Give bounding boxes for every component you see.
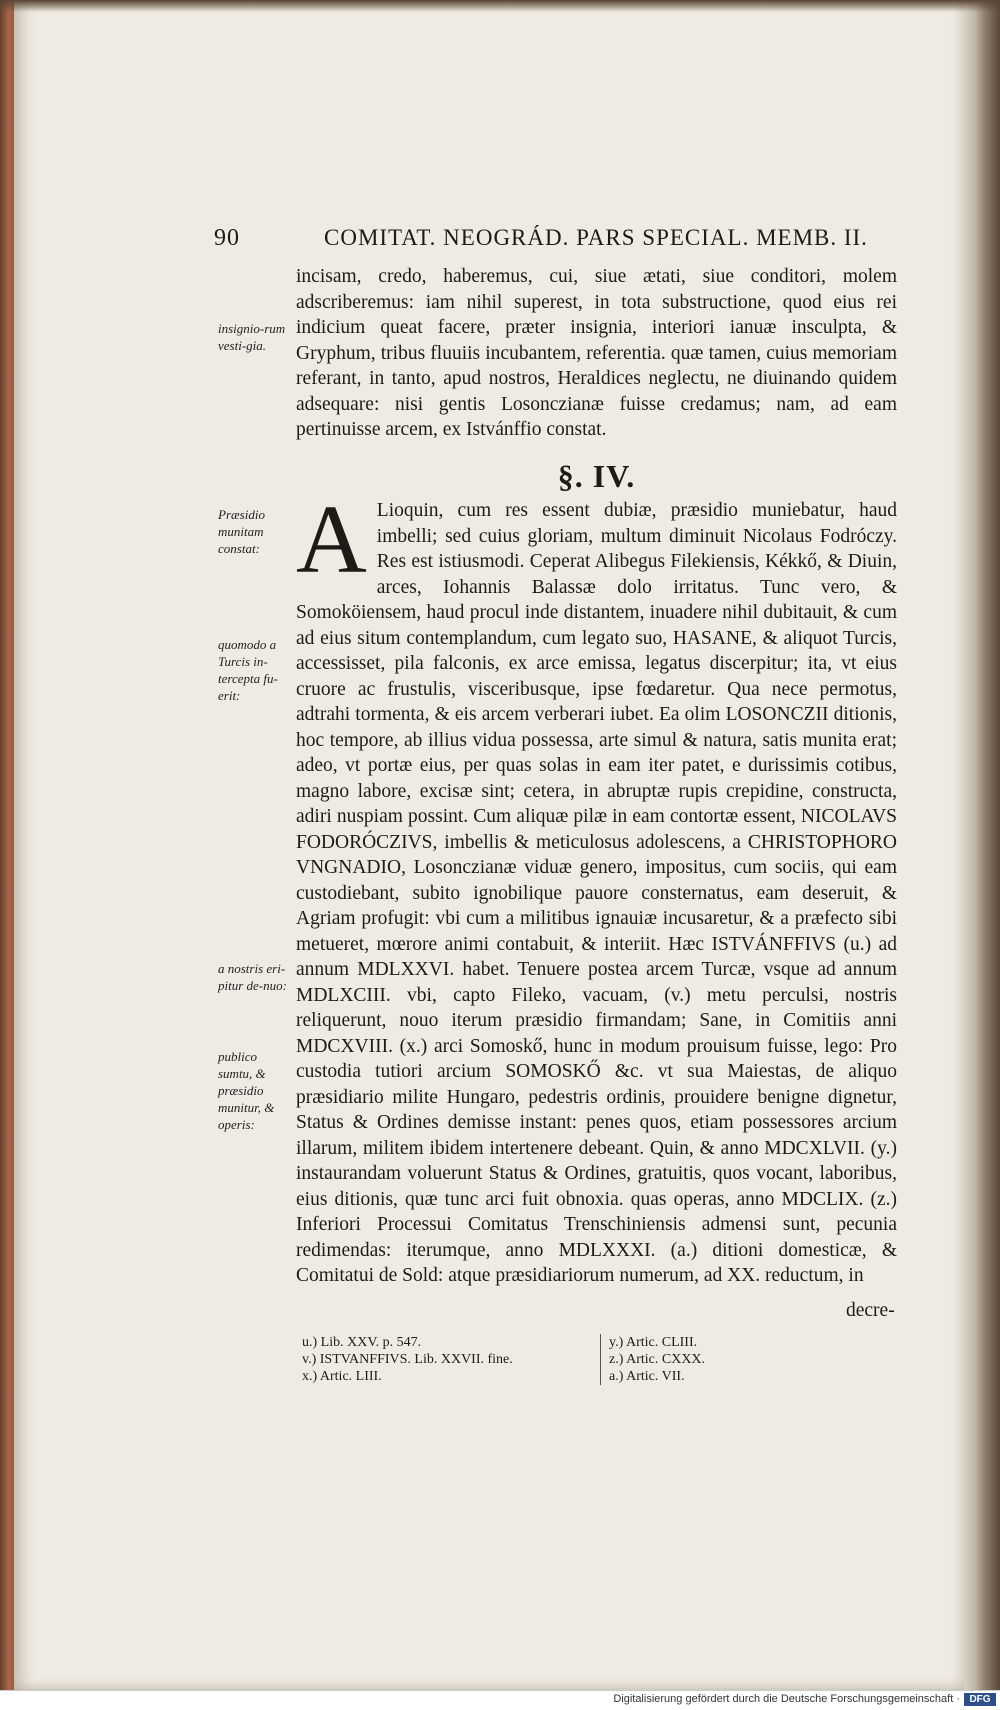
- footnote-a: a.) Artic. VII.: [609, 1369, 685, 1384]
- marginal-note-5: publico sumtu, & præsidio munitur, & operis:: [218, 1049, 275, 1132]
- drop-cap: A: [296, 486, 367, 594]
- page-number: 90: [214, 225, 240, 251]
- page-stack-edge: [964, 0, 1000, 1690]
- footnote-x: x.) Artic. LIII.: [302, 1369, 382, 1384]
- footnote-y: y.) Artic. CLIII.: [609, 1335, 698, 1350]
- marginal-note-4: a nostris eri-pitur de-nuo:: [218, 961, 287, 993]
- footnotes-left: [302, 1334, 582, 1385]
- footnote-v: v.) ISTVANFFIVS. Lib. XXVII. fine.: [302, 1352, 513, 1367]
- paragraph-top-text: incisam, credo, haberemus, cui, siue ætati, siue conditori, molem adscriberemus: iam nihil superest, in tota substructione, quod eius rei indicium queat facere, præter insignia, interiori ianuæ insculpta, & Gryphum, tribus fluuiis incubantem, referentia. quæ tamen, cuius memoriam referant, in tanto, apud nostros, Heraldices neglectu, ne diuinando quidem adsequare: nisi gentis Losonczianæ fuisse credamus; nam, ad eam pertinuisse arcem, ex Istvánffio constat.: [296, 266, 897, 440]
- top-shadow: [0, 0, 1000, 12]
- catchword: decre-: [846, 1300, 895, 1321]
- footnotes-right: [600, 1334, 829, 1385]
- section-title: §. IV.: [557, 458, 636, 494]
- paragraph-top: [296, 264, 897, 443]
- footnote-u: u.) Lib. XXV. p. 547.: [302, 1335, 422, 1350]
- marginal-note-1: insignio-rum vesti-gia.: [218, 321, 286, 353]
- paragraph-main: [296, 486, 897, 1289]
- marginal-note-3: quomodo a Turcis in-tercepta fu-erit:: [218, 637, 278, 703]
- running-head: COMITAT. NEOGRÁD. PARS SPECIAL. MEMB. II.: [324, 225, 868, 250]
- dfg-logo-icon: DFG: [964, 1693, 996, 1706]
- footnote-z: z.) Artic. CXXX.: [609, 1352, 706, 1367]
- footer-credit: Digitalisierung gefördert durch die Deutsche Forschungsgemeinschaft ·: [613, 1693, 960, 1705]
- marginal-note-2: Præsidio munitam constat:: [218, 507, 265, 556]
- paragraph-main-text: Lioquin, cum res essent dubiæ, præsidio muniebatur, haud imbelli; sed cuius gloriam, multum diminuit Nicolaus Fodróczy. Res est istiusmodi. Ceperat Alibegus Filekiensis, Kékkő, & Diuin, arces, Iohannis Balassæ dolo irritatus. Tunc vero, & Somoköiensem, haud procul inde distantem, inuadere nihil dubitauit, & cum ad eius situm contemplandum, cum legato suo, HASANE, & aliquot Turcis, accessisset, pila falconis, ex arce emissa, legatus discerpitur; ita, vt eius cruore ac frustulis, visceribusque, ipse fœdaretur. Qua nece permotus, adtrahi tormenta, & eis arcem verberari iubet. Ea olim LOSONCZII ditionis, hoc tempore, ab illius vidua possessa, arte simul & natura, satis munita erat; adeo, vt portæ eius, per quas solas in eam iter patet, e durissimis cotibus, magno labore, excisæ sint; cetera, in abruptæ rupis crepidine, constructa, adiri nuspiam possint. Cum aliquæ pilæ in eam contortæ essent, NICOLAVS FODORÓCZIVS, imbellis & meticulosus adolescens, a CHRISTOPHORO VNGNADIO, Losonczianæ viduæ genero, impositus, cum sociis, qui eam custodiebant, subito ignobilique pauore consternatus, eam deseruit, & Agriam profugit: vbi cum a militibus ignauiæ incusaretur, & a præfecto sibi metueret, mœrore animi contabuit, & interiit. Hæc ISTVÁNFFIVS (u.) ad annum MDLXXVI. habet. Tenuere postea arcem Turcæ, vsque ad annum MDLXCIII. vbi, capto Fileko, vacuam, (v.) metu perculsi, nostris reliquerunt, nouo iterum præsidio firmandam; Sane, in Comitiis anni MDCXVIII. (x.) arci Somoskő, hunc in modum prouisum fuisse, lego: Pro custodia tutiori arcium SOMOSKŐ &c. vt sua Maiestas, de aliquo præsidiario milite Hungaro, pedestris ordinis, prouidere benigne dignetur, Status & Ordines demisse instant: penes quos, etiam possessores arcium illarum, militem ibidem intertenere debeant. Quin, & anno MDCXLVII. (y.) instaurandam voluerunt Status & Ordines, gratuitis, quos vocant, laboribus, eius ditionis, quæ tunc arci fuit obnoxia. quas operas, anno MDCLIX. (z.) Inferiori Processui Comitatus Trenschiniensis admensi sunt, pecunia redimendas: iterumque, anno MDLXXXI. (a.) ditioni domesticæ, & Comitatui de Sold: atque præsidiariorum numerum, ad XX. reductum, in: [296, 500, 897, 1286]
- footer-bar: [0, 1690, 1000, 1710]
